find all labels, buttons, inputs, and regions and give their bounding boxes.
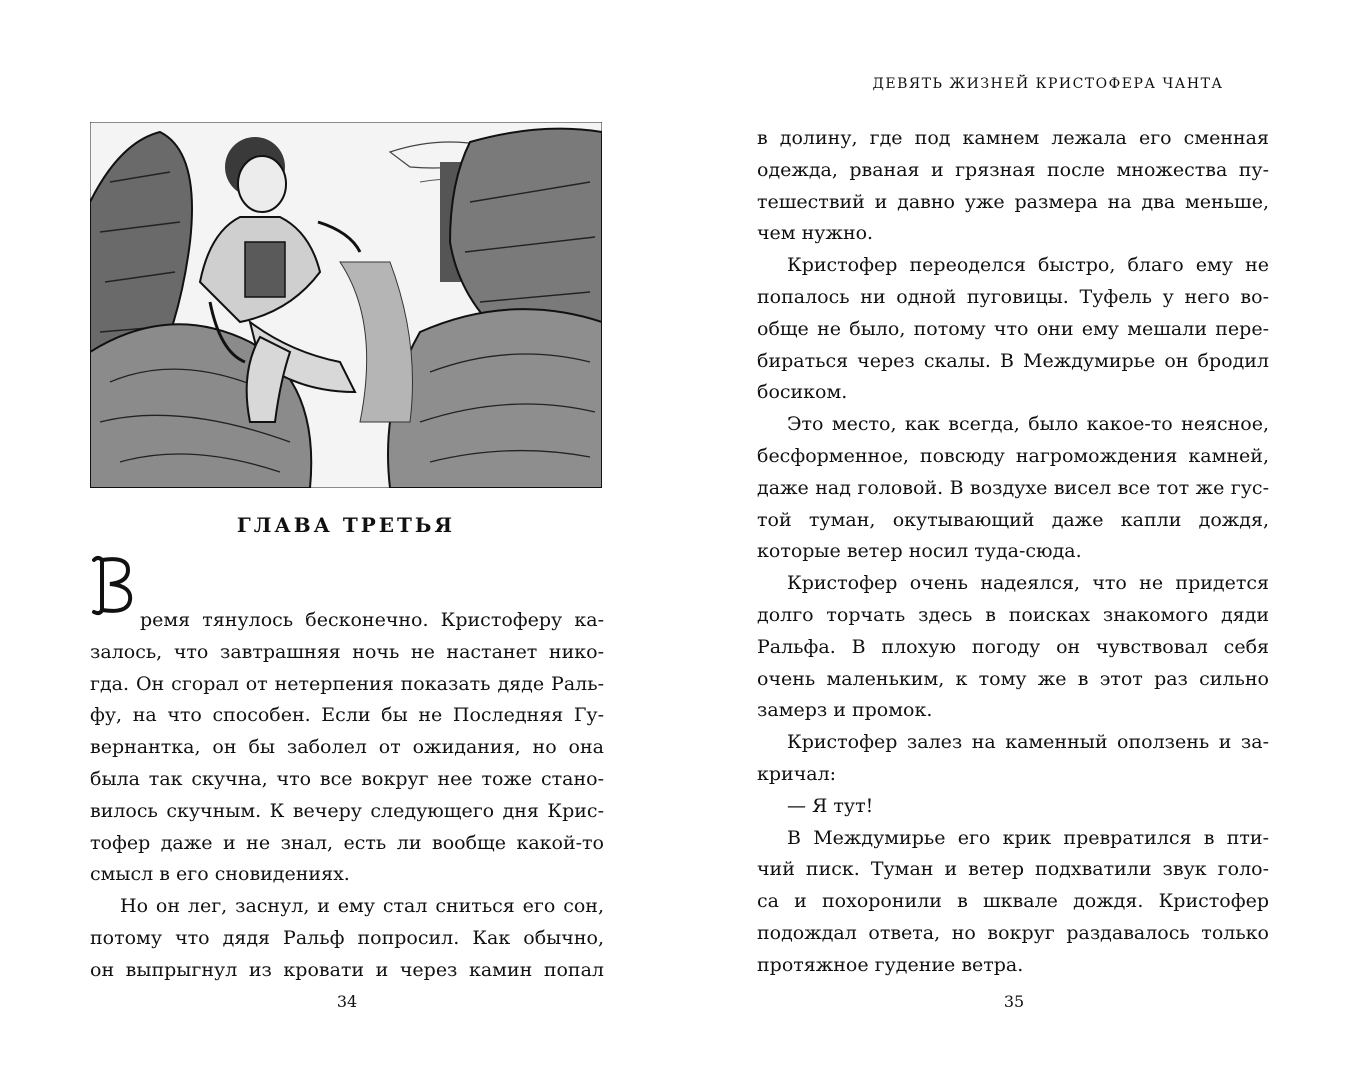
text-line: смысл в его сновидениях.: [90, 863, 350, 886]
text-line: очень маленьким, к тому же в этот раз сильно: [757, 667, 1269, 690]
text-line: са и похоронили в шквале дождя. Кристофер: [757, 890, 1269, 913]
text-line: бираться через скалы. В Междумирье он бродил: [757, 349, 1269, 372]
text-line: той туман, окутывающий даже капли дождя,: [757, 508, 1269, 531]
text-line: — Я тут!: [787, 794, 874, 817]
text-line: бесформенное, повсюду нагромождения камней,: [757, 444, 1269, 467]
text-line: вернантка, он бы заболел от ожидания, но она: [90, 736, 604, 759]
left-page: [0, 0, 680, 1080]
text-line: Но он лег, заснул, и ему стал сниться его сон,: [120, 895, 604, 918]
text-line: Кристофер залез на каменный оползень и за-: [787, 731, 1269, 754]
text-line: которые ветер носил туда-сюда.: [757, 540, 1082, 563]
running-header: ДЕВЯТЬ ЖИЗНЕЙ КРИСТОФЕРА ЧАНТА: [872, 76, 1224, 92]
text-line: Ральфа. В плохую погоду он чувствовал себя: [757, 635, 1269, 658]
text-line: чем нужно.: [757, 222, 874, 245]
chapter-illustration: [90, 122, 602, 488]
text-line: потому что дядя Ральф попросил. Как обычно,: [90, 926, 604, 949]
text-line: залось, что завтрашняя ночь не настанет нико-: [90, 640, 604, 663]
chapter-title: ГЛАВА ТРЕТЬЯ: [236, 513, 456, 537]
text-line: чий писк. Туман и ветер подхватили звук голо-: [757, 858, 1269, 881]
text-line: Это место, как всегда, было какое-то неясное,: [787, 413, 1269, 436]
left-page-text: [90, 605, 604, 987]
text-line: гда. Он сгорал от нетерпения показать дяде Раль-: [90, 672, 604, 695]
text-line: попалось ни одной пуговицы. Туфель у него во-: [757, 285, 1269, 308]
page-number: 34: [336, 992, 358, 1011]
text-line: в долину, где под камнем лежала его сменная: [757, 127, 1269, 149]
text-line: даже над головой. В воздухе висел все тот же гус-: [757, 476, 1269, 499]
text-line: тофер даже и не знал, есть ли вообще какой-то: [90, 831, 604, 854]
text-line: обще не было, потому что они ему мешали пере-: [757, 317, 1269, 340]
text-line: кричал:: [757, 762, 837, 785]
text-line: ремя тянулось бесконечно. Кристоферу ка-: [140, 609, 604, 631]
text-line: тешествий и давно уже размера на два меньше,: [757, 190, 1269, 213]
text-line: была так скучна, что все вокруг нее тоже стано-: [90, 767, 604, 790]
right-page: [680, 0, 1361, 1080]
text-line: фу, на что способен. Если бы не Последняя Гу-: [90, 704, 604, 727]
text-line: протяжное гудение ветра.: [757, 953, 1024, 976]
text-line: долго торчать здесь в поисках знакомого дяди: [757, 603, 1269, 626]
text-line: Кристофер переоделся быстро, благо ему не: [787, 254, 1269, 277]
text-line: он выпрыгнул из кровати и через камин попал: [90, 958, 604, 981]
right-page-text: [757, 123, 1269, 982]
text-line: В Междумирье его крик превратился в пти-: [787, 826, 1269, 849]
text-line: Кристофер очень надеялся, что не придется: [787, 572, 1269, 595]
text-line: одежда, рваная и грязная после множества пу-: [757, 158, 1269, 181]
text-line: подождал ответа, но вокруг раздавалось только: [757, 921, 1269, 944]
text-line: вилось скучным. К вечеру следующего дня Крис-: [90, 799, 604, 822]
text-line: босиком.: [757, 381, 848, 404]
text-line: замерз и промок.: [757, 699, 933, 722]
page-number: 35: [1003, 992, 1025, 1011]
